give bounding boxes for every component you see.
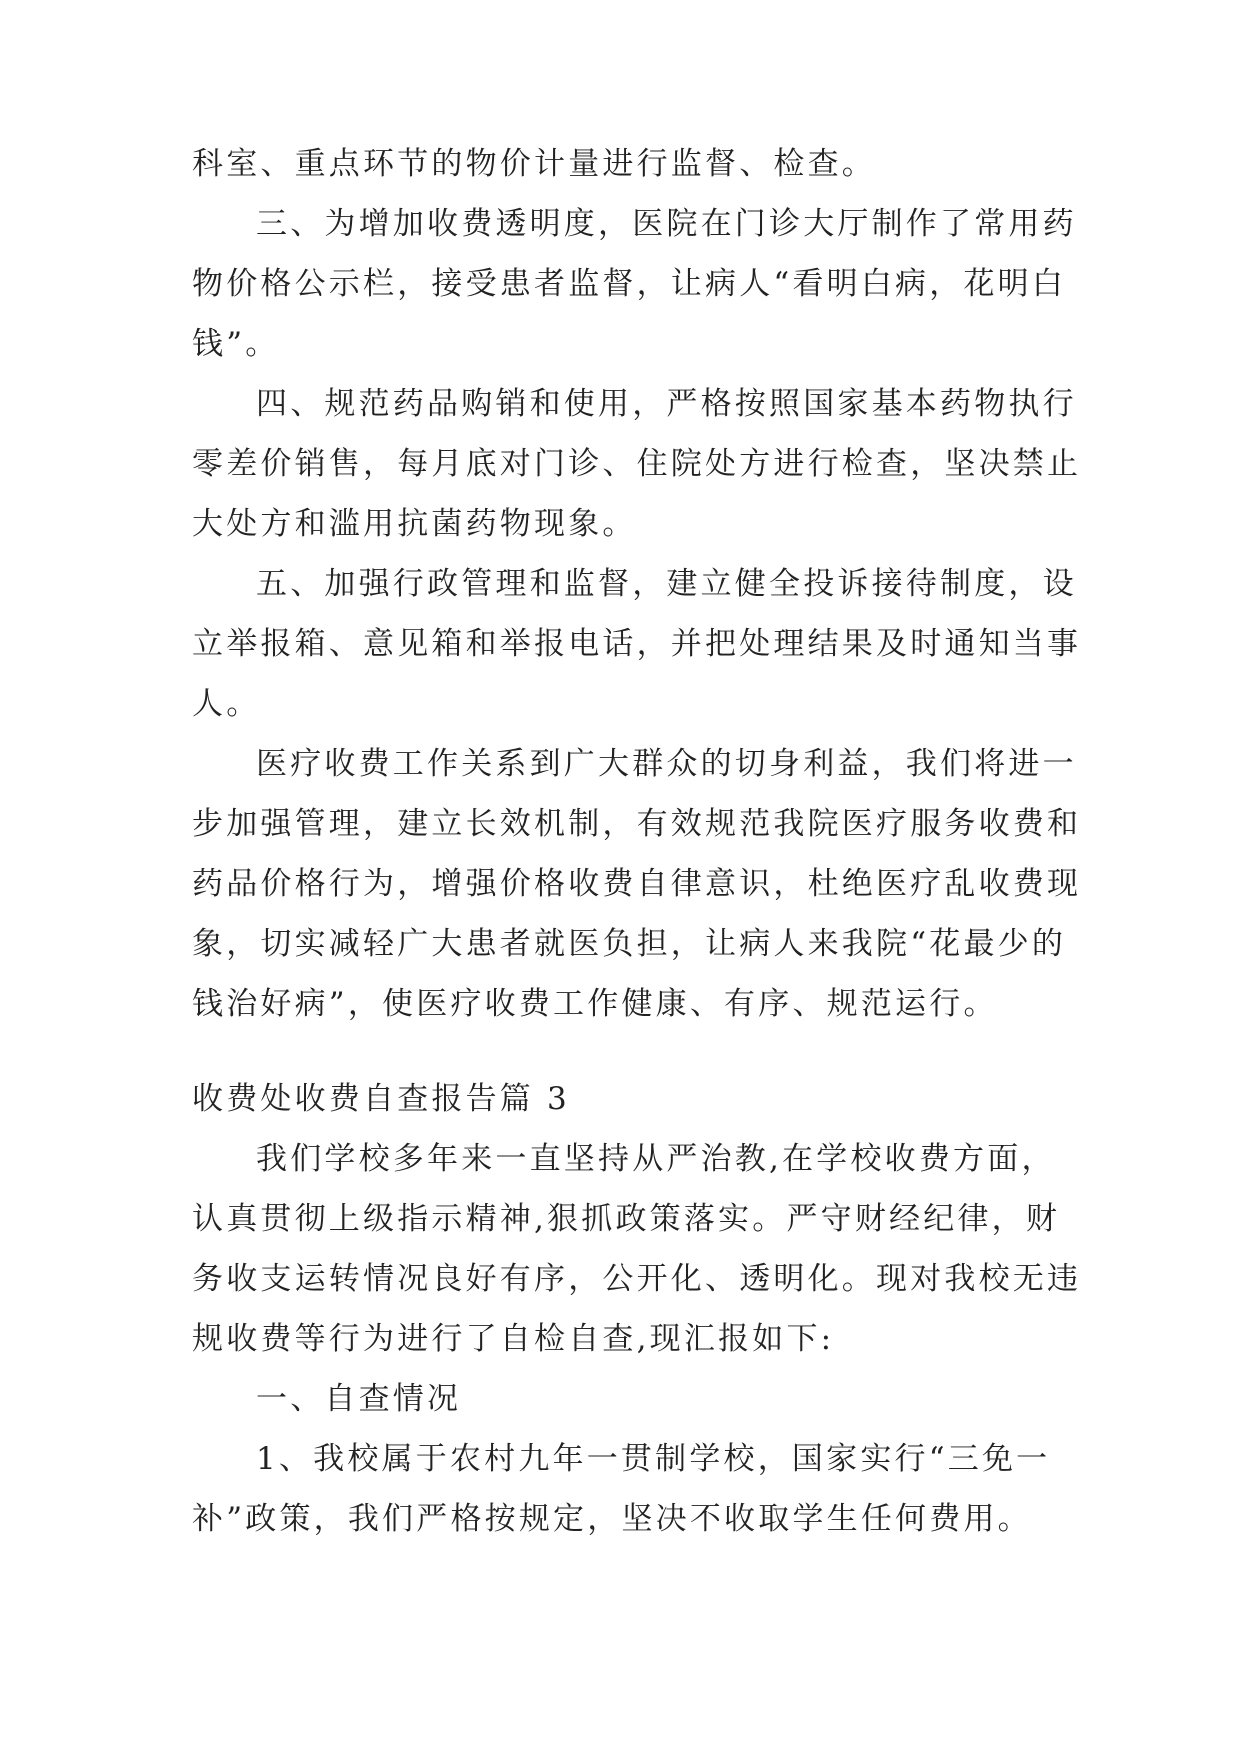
text-line: 规收费等行为进行了自检自查,现汇报如下: (192, 1321, 835, 1357)
section-title: 收费处收费自查报告篇 3 (192, 1081, 570, 1117)
text-line: 五、加强行政管理和监督，建立健全投诉接待制度，设 (256, 566, 1077, 602)
body-text-part1 (192, 140, 1082, 1028)
text-line: 三、为增加收费透明度，医院在门诊大厅制作了常用药 (256, 206, 1077, 242)
body-text-part2 (192, 1135, 1082, 1543)
text-line: 象，切实减轻广大患者就医负担，让病人来我院“花最少的 (192, 926, 1067, 962)
text-line: 药品价格行为，增强价格收费自律意识，杜绝医疗乱收费现 (192, 866, 1082, 902)
text-line: 人。 (192, 686, 261, 722)
text-line: 四、规范药品购销和使用，严格按照国家基本药物执行 (256, 386, 1077, 422)
text-line: 钱治好病”，使医疗收费工作健康、有序、规范运行。 (192, 986, 998, 1022)
text-line: 一、自查情况 (256, 1381, 462, 1417)
text-line: 务收支运转情况良好有序，公开化、透明化。现对我校无违 (192, 1261, 1082, 1297)
text-line: 认真贯彻上级指示精神,狠抓政策落实。严守财经纪律，财 (192, 1201, 1061, 1237)
text-line: 补”政策，我们严格按规定，坚决不收取学生任何费用。 (192, 1501, 1032, 1537)
text-line: 科室、重点环节的物价计量进行监督、检查。 (192, 146, 876, 182)
text-line: 物价格公示栏，接受患者监督，让病人“看明白病，花明白 (192, 266, 1067, 302)
text-line: 零差价销售，每月底对门诊、住院处方进行检查，坚决禁止 (192, 446, 1082, 482)
text-line: 医疗收费工作关系到广大群众的切身利益，我们将进一 (256, 746, 1077, 782)
text-line: 钱”。 (192, 326, 280, 362)
text-line: 立举报箱、意见箱和举报电话，并把处理结果及时通知当事 (192, 626, 1082, 662)
text-line: 大处方和滥用抗菌药物现象。 (192, 506, 637, 542)
text-line: 我们学校多年来一直坚持从严治教,在学校收费方面， (256, 1141, 1056, 1177)
text-line: 1、我校属于农村九年一贯制学校，国家实行“三免一 (256, 1441, 1051, 1477)
text-line: 步加强管理，建立长效机制，有效规范我院医疗服务收费和 (192, 806, 1082, 842)
